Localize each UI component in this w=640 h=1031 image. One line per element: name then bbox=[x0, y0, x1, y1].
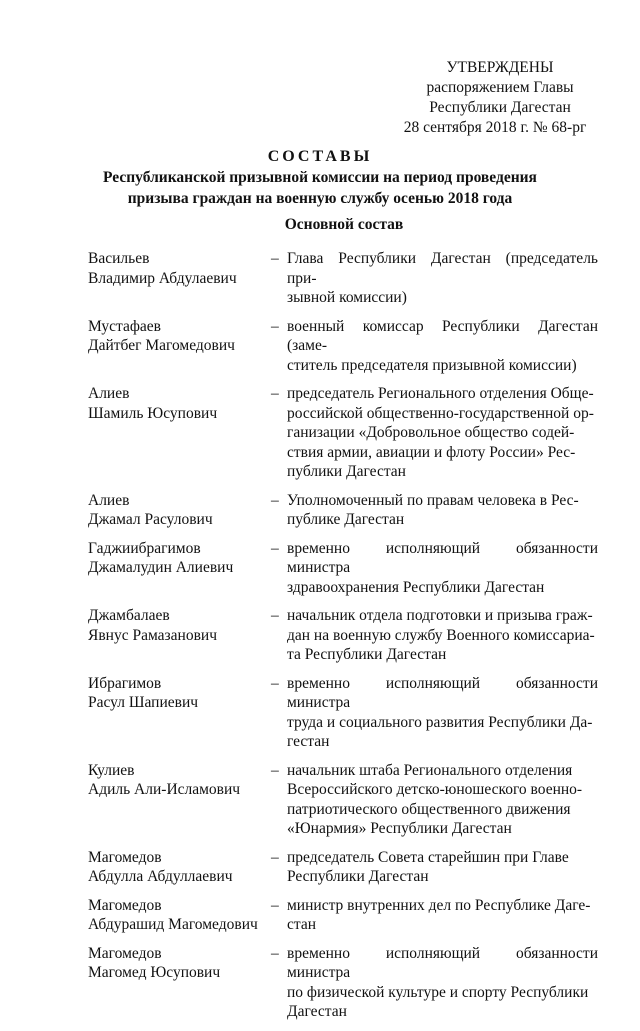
position-line: зывной комиссии) bbox=[287, 289, 407, 306]
position-line: председатель Совета старейшин при Главе bbox=[287, 848, 569, 866]
title-line-1: Республиканской призывной комиссии на период проведения bbox=[103, 169, 537, 186]
member-position bbox=[287, 896, 598, 935]
member-position bbox=[287, 249, 598, 308]
approval-line-2: распоряжением Главы bbox=[426, 79, 574, 96]
position-line: Уполномоченный по правам человека в Рес- bbox=[287, 491, 579, 509]
position-line: председатель Регионального отделения Обще- bbox=[287, 385, 594, 402]
member-name bbox=[88, 761, 263, 800]
member-given-names: Джамал Расулович bbox=[88, 511, 213, 528]
member-given-names: Джамалудин Алиевич bbox=[88, 559, 234, 576]
member-surname: Магомедов bbox=[88, 896, 162, 914]
position-line: министр внутренних дел по Республике Даге- bbox=[287, 896, 591, 914]
member-surname: Ибрагимов bbox=[88, 674, 162, 692]
position-line: ганизации «Добровольное общество содей- bbox=[287, 424, 575, 441]
member-given-names: Абдурашид Магомедович bbox=[88, 916, 258, 933]
member-row bbox=[0, 896, 640, 935]
member-surname: Кулиев bbox=[88, 761, 135, 779]
member-given-names: Адиль Али-Исламович bbox=[88, 781, 241, 798]
approval-line-3: Республики Дагестан bbox=[429, 99, 571, 116]
dash-separator: – bbox=[271, 491, 279, 509]
member-row bbox=[0, 249, 640, 308]
member-position bbox=[287, 491, 598, 530]
dash-separator: – bbox=[271, 317, 279, 335]
position-line: публике Дагестан bbox=[287, 511, 405, 528]
dash-separator: – bbox=[271, 944, 279, 962]
member-name bbox=[88, 317, 263, 356]
position-line: начальник отдела подготовки и призыва граж- bbox=[287, 607, 593, 624]
member-surname: Алиев bbox=[88, 385, 130, 402]
dash-separator: – bbox=[271, 607, 279, 624]
position-line: Республики Дагестан bbox=[287, 868, 429, 885]
member-row bbox=[0, 944, 640, 1022]
member-row bbox=[0, 848, 640, 887]
member-name bbox=[88, 539, 263, 578]
member-row bbox=[0, 606, 640, 665]
approval-line-1: УТВЕРЖДЕНЫ bbox=[446, 59, 554, 76]
position-line: труда и социального развития Республики Да- bbox=[287, 713, 593, 731]
member-position bbox=[287, 384, 598, 482]
position-line: стан bbox=[287, 916, 317, 933]
position-line: временно исполняющий обязанности министра bbox=[287, 944, 598, 981]
member-name bbox=[88, 896, 263, 935]
member-given-names: Расул Шапиевич bbox=[88, 694, 199, 711]
position-line: здравоохранения Республики Дагестан bbox=[287, 578, 545, 596]
member-surname: Мустафаев bbox=[88, 317, 161, 335]
member-row bbox=[0, 491, 640, 530]
member-position bbox=[287, 606, 598, 665]
member-row bbox=[0, 384, 640, 482]
member-name bbox=[88, 249, 263, 288]
position-line: российской общественно-государственной ор- bbox=[287, 404, 594, 422]
position-line: дан на военную службу Военного комиссариа- bbox=[287, 626, 595, 644]
member-surname: Магомедов bbox=[88, 944, 162, 962]
section-subtitle: Основной состав bbox=[284, 216, 404, 233]
position-line: «Юнармия» Республики Дагестан bbox=[287, 820, 512, 837]
member-name bbox=[88, 491, 263, 530]
member-surname: Магомедов bbox=[88, 848, 162, 866]
dash-separator: – bbox=[271, 761, 279, 779]
dash-separator: – bbox=[271, 848, 279, 866]
member-surname: Васильев bbox=[88, 250, 150, 267]
dash-separator: – bbox=[271, 539, 279, 557]
approval-line-4: 28 сентября 2018 г. № 68-рг bbox=[403, 119, 587, 136]
member-position bbox=[287, 848, 598, 887]
position-line: та Республики Дагестан bbox=[287, 646, 447, 663]
member-given-names: Явнус Рамазанович bbox=[88, 626, 217, 644]
member-position bbox=[287, 674, 598, 752]
member-surname: Алиев bbox=[88, 491, 130, 509]
dash-separator: – bbox=[271, 674, 279, 692]
member-name bbox=[88, 674, 263, 713]
position-line: временно исполняющий обязанности министра bbox=[287, 539, 598, 576]
members-list bbox=[0, 249, 640, 1031]
position-line: Глава Республики Дагестан (председатель при- bbox=[287, 250, 598, 287]
position-line: Всероссийского детско-юношеского военно- bbox=[287, 781, 583, 798]
position-line: временно исполняющий обязанности министра bbox=[287, 674, 598, 711]
member-given-names: Владимир Абдулаевич bbox=[88, 269, 237, 287]
position-line: публики Дагестан bbox=[287, 463, 406, 480]
position-line: ствия армии, авиации и флоту России» Рес- bbox=[287, 443, 576, 461]
title-line-2: призыва граждан на военную службу осенью 2018 года bbox=[127, 190, 513, 207]
member-given-names: Дайтбег Магомедович bbox=[88, 337, 235, 354]
position-line: по физической культуре и спорту Республики bbox=[287, 983, 589, 1001]
member-name bbox=[88, 384, 263, 423]
member-row bbox=[0, 317, 640, 376]
position-line: ститель председателя призывной комиссии) bbox=[287, 356, 577, 374]
position-line: Дагестан bbox=[287, 1003, 347, 1020]
member-name bbox=[88, 848, 263, 887]
member-given-names: Шамиль Юсупович bbox=[88, 404, 218, 422]
member-row bbox=[0, 674, 640, 752]
member-position bbox=[287, 539, 598, 598]
position-line: гестан bbox=[287, 733, 330, 750]
title-head: СОСТАВЫ bbox=[267, 148, 373, 165]
document-title bbox=[0, 146, 640, 209]
member-position bbox=[287, 944, 598, 1022]
dash-separator: – bbox=[271, 385, 279, 402]
member-position bbox=[287, 317, 598, 376]
member-row bbox=[0, 539, 640, 598]
member-position bbox=[287, 761, 598, 839]
approval-stamp bbox=[400, 58, 600, 138]
member-row bbox=[0, 761, 640, 839]
member-surname: Джамбалаев bbox=[88, 607, 170, 624]
position-line: начальник штаба Регионального отделения bbox=[287, 761, 573, 779]
member-given-names: Магомед Юсупович bbox=[88, 964, 221, 981]
member-name bbox=[88, 606, 263, 645]
member-surname: Гаджиибрагимов bbox=[88, 539, 201, 557]
dash-separator: – bbox=[271, 896, 279, 914]
member-given-names: Абдулла Абдуллаевич bbox=[88, 868, 233, 885]
dash-separator: – bbox=[271, 250, 279, 267]
position-line: патриотического общественного движения bbox=[287, 800, 571, 818]
position-line: военный комиссар Республики Дагестан (заме- bbox=[287, 317, 598, 354]
member-name bbox=[88, 944, 263, 983]
